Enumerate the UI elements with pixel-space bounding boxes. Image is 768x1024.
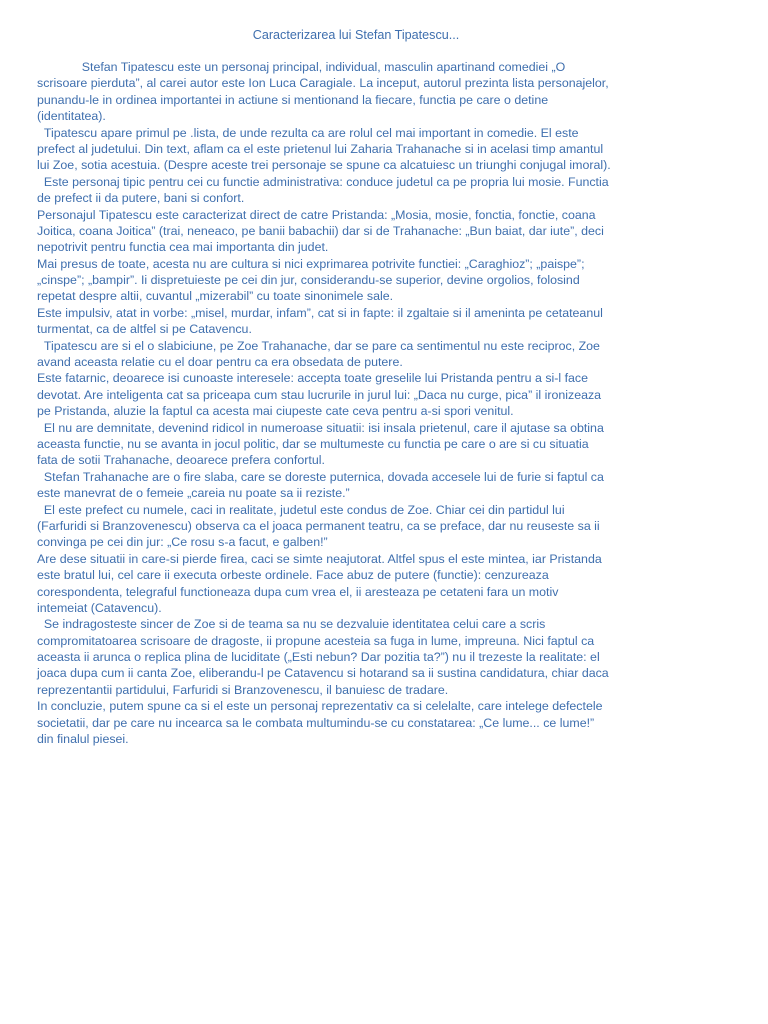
- text-line: Mai presus de toate, acesta nu are cultura si nici exprimarea potrivite functiei: „Caraghioz”; „paispe”;: [37, 256, 585, 271]
- text-line: avand aceasta relatie cu el doar pentru ca era obsedata de putere.: [37, 355, 403, 370]
- text-line: Stefan Tipatescu este un personaj principal, individual, masculin apartinand comediei „O: [37, 60, 566, 74]
- text-line: turmentat, ca de altfel si pe Catavencu.: [37, 322, 252, 337]
- text-line: (identitatea).: [37, 109, 106, 124]
- text-line: fata de sotii Trahanache, deoarece prefera confortul.: [37, 453, 325, 468]
- text-line: societatii, dar pe care nu incearca sa le combata multumindu-se cu constatarea: „Ce lume... ce lume!”: [37, 715, 595, 730]
- text-line: corespondenta, telegraful functioneaza dupa cum vrea el, ii aresteaza pe cetateni fara un motiv: [37, 584, 559, 599]
- text-line: de prefect ii da putere, bani si confort.: [37, 191, 245, 206]
- text-line: El este prefect cu numele, caci in realitate, judetul este condus de Zoe. Chiar cei din partidul lui: [37, 502, 565, 517]
- document-title: Caracterizarea lui Stefan Tipatescu...: [252, 28, 460, 42]
- text-line: din finalul piesei.: [37, 732, 129, 747]
- text-line: reprezentantii partidului, Farfuridi si Branzovenescu, il banuiesc de tradare.: [37, 682, 449, 697]
- text-line: Tipatescu are si el o slabiciune, pe Zoe Trahanache, dar se pare ca sentimentul nu este reciproc, Zoe: [37, 338, 600, 353]
- text-line: este bratul lui, cel care ii executa orbeste ordinele. Face abuz de putere (functie): cenzureaza: [37, 568, 549, 583]
- text-line: este manevrat de o femeie „careia nu poate sa ii reziste.”: [37, 486, 350, 501]
- text-line: Este impulsiv, atat in vorbe: „misel, murdar, infam”, cat si in fapte: il zgaltaie si il ameninta pe cetateanul: [37, 305, 603, 320]
- text-line: Stefan Trahanache are o fire slaba, care se doreste puternica, dovada accesele lui de furie si faptul ca: [37, 469, 604, 484]
- text-line: punandu-le in ordinea importantei in actiune si mentionand la fiecare, functia pe care o detine: [37, 92, 549, 107]
- text-line: scrisoare pierduta”, al carei autor este Ion Luca Caragiale. La inceput, autorul prezinta lista personajelor,: [37, 76, 609, 91]
- text-line: Este personaj tipic pentru cei cu functie administrativa: conduce judetul ca pe propria lui mosie. Functia: [37, 174, 609, 189]
- text-line: Personajul Tipatescu este caracterizat direct de catre Pristanda: „Mosia, mosie, fonctia, fonctie, coana: [37, 207, 596, 222]
- text-line: Se indragosteste sincer de Zoe si de teama sa nu se dezvaluie identitatea celui care a scris: [37, 617, 546, 632]
- text-line: In concluzie, putem spune ca si el este un personaj reprezentativ ca si celelalte, care intelege defectele: [37, 699, 603, 714]
- text-line: joaca dupa cum ii canta Zoe, eliberandu-l pe Catavencu si hotarand sa ii sustina candidatura, chiar daca: [37, 666, 609, 681]
- text-line: nepotrivit pentru functia cea mai importanta din judet.: [37, 240, 329, 255]
- text-line: Este fatarnic, deoarece isi cunoaste interesele: accepta toate greselile lui Pristanda pentru a si-l face: [37, 371, 589, 386]
- text-line: repetat despre altii, cuvantul „mizerabil” cu toate sinonimele sale.: [37, 289, 394, 304]
- text-line: Tipatescu apare primul pe .lista, de unde rezulta ca are rolul cel mai important in comedie. El este: [37, 125, 579, 140]
- text-line: aceasta ii arunca o replica plina de luciditate („Esti nebun? Dar pozitia ta?”) nu il trezeste la realitate: el: [37, 650, 600, 665]
- text-line: prefect al judetului. Din text, aflam ca el este prietenul lui Zaharia Trahanache si in acelasi timp amantul: [37, 141, 604, 156]
- text-line: Joitica, coana Joitica” (trai, neneaco, pe banii babachii) dar si de Trahanache: „Bun baiat, dar iute”, deci: [37, 223, 604, 238]
- text-line: lui Zoe, sotia acestuia. (Despre aceste trei personaje se spune ca alcatuiesc un triunghi conjugal imoral).: [37, 158, 611, 173]
- text-line: (Farfuridi si Branzovenescu) observa ca el joaca permanent teatru, ca se preface, dar nu reuseste sa ii: [37, 518, 600, 533]
- text-line: convinga pe cei din jur: „Ce rosu s-a facut, e galben!”: [37, 535, 328, 550]
- document-body: [37, 59, 677, 747]
- text-line: „cinspe”; „bampir”. Ii dispretuieste pe cei din jur, considerandu-se superior, devine orgolios, folosind: [37, 273, 580, 288]
- text-line: pe Pristanda, aluzie la faptul ca acesta mai ciupeste cate ceva pentru a-si spori venitul.: [37, 404, 514, 419]
- text-line: compromitatoarea scrisoare de dragoste, ii propune acesteia sa fuga in lume, impreuna. Nici faptul ca: [37, 633, 595, 648]
- text-line: Are dese situatii in care-si pierde firea, caci se simte neajutorat. Altfel spus el este mintea, iar Pristanda: [37, 551, 602, 566]
- text-line: devotat. Are inteligenta cat sa priceapa cum stau lucrurile in jurul lui: „Daca nu curge, pica” il ironizeaza: [37, 387, 602, 402]
- text-line: intemeiat (Catavencu).: [37, 600, 162, 615]
- text-line: El nu are demnitate, devenind ridicol in numeroase situatii: isi insala prietenul, care il ajutase sa obtina: [37, 420, 604, 435]
- text-line: aceasta functie, nu se avanta in jocul politic, dar se multumeste cu functia pe care o are si cu situatia: [37, 436, 589, 451]
